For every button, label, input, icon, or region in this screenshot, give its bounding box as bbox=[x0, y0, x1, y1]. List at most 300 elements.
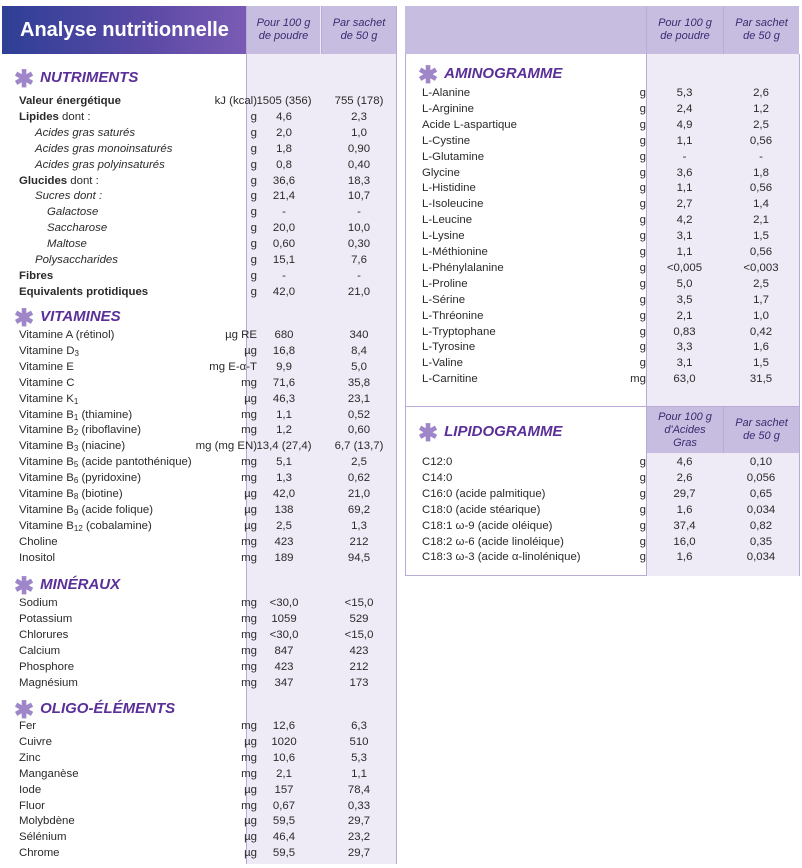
row-value-per-sachet: 0,56 bbox=[749, 182, 773, 195]
row-value-per100: 4,6 bbox=[676, 456, 693, 468]
oligo-elements-row bbox=[19, 829, 399, 845]
aminogramme-section-title bbox=[418, 62, 563, 89]
row-unit: g bbox=[639, 519, 646, 532]
row-unit: g bbox=[639, 341, 646, 354]
row-value-per100: 2,6 bbox=[676, 471, 693, 484]
title-bar bbox=[2, 6, 246, 54]
row-label-text: Vitamine D bbox=[19, 344, 75, 357]
row-value-per100: 42,0 bbox=[272, 285, 296, 298]
row-label-text: Vitamine B bbox=[19, 408, 74, 421]
row-value-per-sachet: 2,1 bbox=[753, 214, 769, 227]
row-label-text: Fluor bbox=[19, 799, 45, 812]
row-unit: mg bbox=[241, 660, 257, 673]
row-value-per100: 138 bbox=[274, 503, 294, 516]
row-label bbox=[422, 276, 468, 292]
row-value-per-sachet: 0,30 bbox=[347, 238, 371, 251]
row-label bbox=[47, 220, 107, 236]
row-label-text: Vitamine B bbox=[19, 503, 74, 516]
row-value-per-sachet: 6,7 (13,7) bbox=[334, 440, 384, 453]
row-label-text: C18:1 ω-9 (acide oléique) bbox=[422, 519, 553, 532]
row-label-text: Vitamine B bbox=[19, 440, 74, 453]
row-value-per100: 46,4 bbox=[272, 831, 296, 844]
row-value-per-sachet: 0,35 bbox=[749, 535, 773, 548]
row-label bbox=[19, 109, 91, 125]
row-value-per100: 1,6 bbox=[676, 503, 693, 516]
row-label-text: Potassium bbox=[19, 612, 73, 625]
mineraux-row bbox=[19, 627, 399, 643]
row-value-per100: 2,5 bbox=[276, 519, 292, 532]
row-unit: g bbox=[639, 166, 646, 179]
row-value-per100: 29,7 bbox=[673, 487, 696, 500]
row-label-text: L-Méthionine bbox=[422, 246, 488, 258]
row-label-text: Vitamine B bbox=[19, 456, 74, 469]
lipidogramme-row bbox=[422, 534, 800, 550]
lipidogramme-section-label: LIPIDOGRAMME bbox=[444, 423, 563, 440]
page-title: Analyse nutritionnelle bbox=[20, 18, 229, 41]
row-label bbox=[19, 422, 141, 438]
row-unit: g bbox=[250, 206, 257, 219]
row-value-per-sachet: 0,40 bbox=[347, 158, 371, 171]
row-value-per100: 1505 (356) bbox=[256, 95, 312, 107]
row-value-per100: 37,4 bbox=[673, 519, 696, 532]
vitamines-section-title bbox=[14, 305, 121, 332]
row-label bbox=[422, 165, 460, 181]
row-label-detail: (thiamine) bbox=[78, 408, 133, 421]
row-value-per-sachet: - bbox=[357, 269, 361, 282]
row-label bbox=[422, 454, 452, 470]
row-unit: g bbox=[250, 110, 257, 123]
row-label bbox=[19, 782, 41, 798]
aminogramme-row bbox=[422, 324, 800, 340]
row-value-per-sachet: 0,90 bbox=[347, 142, 371, 155]
aminogramme-row bbox=[422, 355, 800, 371]
mineraux-row bbox=[19, 643, 399, 659]
row-value-per100: 5,3 bbox=[676, 87, 693, 99]
row-label-suffix: dont : bbox=[67, 174, 99, 187]
aminogramme-row bbox=[422, 165, 800, 181]
row-value-per100: 59,5 bbox=[272, 847, 296, 860]
aminogramme-row bbox=[422, 276, 800, 292]
row-label-text: Valeur énergétique bbox=[19, 95, 121, 107]
row-unit: mg bbox=[241, 472, 257, 485]
row-label bbox=[19, 327, 114, 343]
row-label bbox=[35, 188, 102, 204]
row-value-per100: 1,2 bbox=[276, 424, 292, 437]
row-value-per100: 347 bbox=[274, 676, 294, 689]
row-unit: g bbox=[639, 134, 646, 147]
row-label-text: Lipides bbox=[19, 110, 59, 123]
row-unit: mg E-α-T bbox=[209, 360, 257, 373]
row-value-per100: 847 bbox=[274, 644, 294, 657]
row-value-per100: 16,0 bbox=[673, 535, 696, 548]
row-label bbox=[19, 534, 58, 550]
star-icon: ✱ bbox=[14, 573, 35, 600]
row-value-per100: 16,8 bbox=[272, 344, 296, 357]
row-unit: g bbox=[639, 182, 646, 195]
right-header-per-sachet: Par sachet de 50 g bbox=[723, 6, 799, 54]
row-value-per100: 1,1 bbox=[676, 246, 693, 258]
row-value-per100: 5,0 bbox=[676, 277, 693, 290]
lipido-header-per100: Pour 100 g d'Acides Gras bbox=[646, 407, 723, 453]
row-label-text: Iode bbox=[19, 783, 42, 796]
row-value-per100: 13,4 (27,4) bbox=[256, 440, 312, 453]
row-label-text: Sucres dont : bbox=[35, 190, 103, 203]
row-unit: mg bbox=[241, 751, 257, 764]
oligo-elements-row bbox=[19, 813, 399, 829]
row-value-per-sachet: 23,1 bbox=[347, 392, 371, 405]
row-label-text: Choline bbox=[19, 535, 58, 548]
row-unit: mg bbox=[241, 720, 257, 732]
aminogramme-row bbox=[422, 308, 800, 324]
row-unit: µg bbox=[244, 815, 257, 828]
row-value-per100: 12,6 bbox=[272, 720, 296, 732]
row-value-per100: 15,1 bbox=[272, 254, 296, 266]
row-unit: µg bbox=[244, 783, 257, 796]
row-value-per-sachet: 29,7 bbox=[347, 847, 371, 860]
row-value-per100: 423 bbox=[274, 660, 294, 673]
row-value-per100: 3,5 bbox=[676, 293, 693, 306]
row-label-text: L-Arginine bbox=[422, 102, 474, 115]
row-label bbox=[422, 486, 545, 502]
row-value-per100: 1,1 bbox=[676, 182, 693, 195]
row-label-text: C18:3 ω-3 (acide α-linolénique) bbox=[422, 551, 581, 564]
nutriments-section-label: NUTRIMENTS bbox=[40, 69, 139, 86]
row-label-text: Vitamine E bbox=[19, 360, 74, 373]
row-value-per100: 0,83 bbox=[673, 325, 696, 338]
row-label-text: L-Tyrosine bbox=[422, 341, 476, 354]
row-value-per-sachet: 1,0 bbox=[351, 126, 367, 139]
row-value-per100: 157 bbox=[274, 783, 294, 796]
row-label bbox=[19, 813, 75, 829]
row-unit: g bbox=[250, 190, 257, 203]
row-value-per-sachet: 173 bbox=[349, 676, 369, 689]
row-label-text: Cuivre bbox=[19, 735, 52, 748]
row-label bbox=[422, 117, 517, 133]
row-label bbox=[422, 518, 552, 534]
row-value-per-sachet: 0,10 bbox=[749, 456, 773, 468]
row-unit: g bbox=[250, 142, 257, 155]
row-value-per-sachet: 10,0 bbox=[347, 222, 371, 235]
row-unit: g bbox=[639, 102, 646, 115]
row-unit: mg bbox=[241, 676, 257, 689]
vitamines-row bbox=[19, 407, 399, 423]
row-value-per100: 63,0 bbox=[673, 373, 696, 386]
nutriments-row bbox=[19, 236, 399, 252]
row-unit: µg bbox=[244, 847, 257, 860]
row-value-per100: 3,1 bbox=[676, 230, 693, 243]
row-unit: g bbox=[250, 269, 257, 282]
row-label-detail: (riboflavine) bbox=[78, 424, 141, 437]
row-label-subscript: 1 bbox=[73, 396, 79, 406]
nutriments-row bbox=[19, 141, 399, 157]
lipido-header-per-sachet: Par sachet de 50 g bbox=[723, 407, 799, 453]
row-value-per100: 3,3 bbox=[676, 341, 693, 354]
aminogramme-row bbox=[422, 101, 800, 117]
row-value-per-sachet: 23,2 bbox=[347, 831, 371, 844]
nutriments-row bbox=[19, 204, 399, 220]
row-label bbox=[422, 549, 581, 565]
row-label bbox=[422, 85, 470, 101]
row-value-per-sachet: 21,0 bbox=[347, 488, 371, 500]
row-value-per100: 42,0 bbox=[272, 488, 296, 500]
row-value-per100: 21,4 bbox=[272, 190, 296, 203]
mineraux-section-label: MINÉRAUX bbox=[40, 576, 121, 593]
oligo-elements-section-label: OLIGO-ÉLÉMENTS bbox=[40, 700, 176, 717]
row-value-per-sachet: 1,4 bbox=[753, 198, 769, 211]
row-value-per-sachet: 755 (178) bbox=[334, 95, 384, 107]
row-label-text: C18:2 ω-6 (acide linoléique) bbox=[422, 535, 564, 548]
row-label bbox=[422, 324, 496, 340]
row-label bbox=[422, 180, 476, 196]
row-label-text: L-Lysine bbox=[422, 230, 465, 243]
vitamines-row bbox=[19, 550, 399, 566]
row-value-per-sachet: 1,3 bbox=[351, 519, 367, 532]
aminogramme-row bbox=[422, 149, 800, 165]
row-unit: mg bbox=[241, 767, 257, 780]
vitamines-row bbox=[19, 327, 399, 343]
nutriments-row bbox=[19, 125, 399, 141]
row-unit: g bbox=[639, 277, 646, 290]
aminogramme-row bbox=[422, 133, 800, 149]
row-label-detail: (acide folique) bbox=[78, 503, 154, 516]
row-label bbox=[19, 486, 123, 502]
nutriments-row bbox=[19, 188, 399, 204]
row-unit: µg bbox=[244, 831, 257, 844]
row-label-text: Vitamine C bbox=[19, 376, 75, 389]
row-value-per100: 3,6 bbox=[676, 166, 693, 179]
row-label-text: Acides gras polyinsaturés bbox=[35, 158, 165, 171]
row-unit: g bbox=[639, 118, 646, 131]
vitamines-row bbox=[19, 454, 399, 470]
row-unit: g bbox=[250, 222, 257, 235]
row-value-per-sachet: 212 bbox=[349, 660, 369, 673]
row-unit: g bbox=[639, 230, 646, 243]
row-label bbox=[19, 518, 152, 534]
row-label bbox=[422, 101, 474, 117]
row-label-text: Fibres bbox=[19, 269, 54, 282]
row-unit: g bbox=[250, 158, 257, 171]
aminogramme-row bbox=[422, 260, 800, 276]
row-value-per100: 59,5 bbox=[272, 815, 296, 828]
row-unit: g bbox=[639, 261, 646, 274]
row-label-text: L-Isoleucine bbox=[422, 198, 484, 211]
row-unit: g bbox=[250, 254, 257, 266]
row-label bbox=[19, 766, 79, 782]
row-value-per-sachet: 1,2 bbox=[753, 102, 769, 115]
row-value-per-sachet: 1,7 bbox=[753, 293, 769, 306]
row-label-text: L-Leucine bbox=[422, 214, 473, 227]
row-value-per-sachet: 1,6 bbox=[753, 341, 769, 354]
row-label bbox=[19, 627, 68, 643]
row-label-text: Vitamine B bbox=[19, 519, 74, 532]
row-label bbox=[422, 244, 488, 260]
row-label-text: Chrome bbox=[19, 847, 60, 860]
nutriments-row bbox=[19, 268, 399, 284]
row-label-subscript: 2 bbox=[73, 428, 79, 438]
aminogramme-row bbox=[422, 196, 800, 212]
row-label-text: C14:0 bbox=[422, 471, 453, 484]
row-label-detail: (niacine) bbox=[78, 440, 126, 453]
row-value-per-sachet: <15,0 bbox=[344, 597, 374, 609]
row-value-per-sachet: 423 bbox=[349, 644, 369, 657]
row-label-text: Phosphore bbox=[19, 660, 75, 673]
row-value-per100: - bbox=[282, 269, 286, 282]
row-label bbox=[19, 391, 78, 407]
row-value-per100: 71,6 bbox=[272, 376, 296, 389]
row-label-suffix: dont : bbox=[58, 110, 91, 123]
row-unit: mg bbox=[241, 535, 257, 548]
aminogramme-row bbox=[422, 228, 800, 244]
right-header-per100: Pour 100 g de poudre bbox=[646, 6, 723, 54]
row-value-per100: 680 bbox=[274, 329, 294, 341]
row-unit: µg RE bbox=[225, 329, 257, 341]
row-value-per-sachet: 29,7 bbox=[347, 815, 371, 828]
row-label bbox=[422, 502, 540, 518]
vitamines-row bbox=[19, 502, 399, 518]
row-unit: µg bbox=[244, 344, 257, 357]
row-label bbox=[422, 149, 484, 165]
row-value-per-sachet: 0,52 bbox=[347, 408, 371, 421]
oligo-elements-row bbox=[19, 845, 399, 861]
row-value-per100: <30,0 bbox=[269, 597, 299, 609]
row-label-subscript: 1 bbox=[73, 412, 79, 422]
row-label-text: C12:0 bbox=[422, 456, 453, 468]
row-value-per-sachet: 78,4 bbox=[347, 783, 371, 796]
nutriments-section-title bbox=[14, 66, 139, 93]
row-value-per-sachet: 1,1 bbox=[351, 767, 367, 780]
row-value-per-sachet: 94,5 bbox=[347, 551, 371, 564]
row-label bbox=[19, 829, 67, 845]
row-unit: mg bbox=[241, 628, 257, 641]
row-value-per-sachet: 510 bbox=[349, 735, 369, 748]
oligo-elements-section-title bbox=[14, 697, 176, 724]
row-unit: g bbox=[639, 293, 646, 306]
row-label-text: Acides gras saturés bbox=[35, 126, 136, 139]
star-icon: ✱ bbox=[14, 305, 35, 332]
row-value-per100: - bbox=[682, 150, 687, 163]
nutriments-row bbox=[19, 157, 399, 173]
oligo-elements-row bbox=[19, 718, 399, 734]
nutriments-row bbox=[19, 252, 399, 268]
row-label bbox=[422, 292, 465, 308]
row-label bbox=[19, 611, 72, 627]
row-unit: kJ (kcal) bbox=[214, 95, 257, 107]
row-value-per-sachet: 0,33 bbox=[347, 799, 371, 812]
row-unit: g bbox=[639, 198, 646, 211]
row-label-text: C16:0 (acide palmitique) bbox=[422, 487, 546, 500]
row-unit: g bbox=[639, 150, 646, 163]
row-label bbox=[422, 196, 483, 212]
row-unit: mg bbox=[241, 456, 257, 469]
row-value-per-sachet: 0,034 bbox=[746, 551, 776, 564]
row-label-text: Equivalents protidiques bbox=[19, 285, 149, 298]
row-label bbox=[19, 798, 45, 814]
header-per-sachet: Par sachet de 50 g bbox=[321, 6, 396, 54]
row-label bbox=[19, 343, 79, 359]
row-value-per-sachet: 212 bbox=[349, 535, 369, 548]
row-label bbox=[19, 550, 55, 566]
row-value-per-sachet: <0,003 bbox=[743, 261, 779, 274]
row-label-text: L-Carnitine bbox=[422, 373, 478, 386]
row-label bbox=[422, 371, 478, 387]
row-label-subscript: 6 bbox=[73, 476, 79, 486]
row-value-per100: 1,1 bbox=[276, 408, 292, 421]
row-label bbox=[19, 268, 53, 284]
row-label-text: Glucides bbox=[19, 174, 68, 187]
row-value-per100: 9,9 bbox=[276, 360, 292, 373]
row-label-text: Magnésium bbox=[19, 676, 78, 689]
row-label-subscript: 8 bbox=[73, 492, 79, 501]
aminogramme-row bbox=[422, 339, 800, 355]
nutriments-row bbox=[19, 220, 399, 236]
row-value-per100: 4,2 bbox=[676, 214, 693, 227]
row-label bbox=[19, 845, 60, 861]
row-label-text: Vitamine K bbox=[19, 392, 74, 405]
lipidogramme-row bbox=[422, 518, 800, 534]
star-icon: ✱ bbox=[14, 66, 35, 93]
row-value-per-sachet: 0,056 bbox=[746, 471, 776, 484]
row-value-per-sachet: 2,3 bbox=[351, 110, 367, 123]
row-value-per-sachet: 0,60 bbox=[347, 424, 371, 437]
row-label-text: L-Valine bbox=[422, 357, 463, 370]
row-label bbox=[19, 284, 148, 300]
row-label bbox=[422, 339, 475, 355]
vitamines-row bbox=[19, 359, 399, 375]
row-label-text: Saccharose bbox=[47, 222, 108, 235]
row-label bbox=[19, 659, 74, 675]
row-label bbox=[19, 359, 74, 375]
lipidogramme-row bbox=[422, 502, 800, 518]
row-value-per100: 1,6 bbox=[676, 551, 693, 564]
row-label-detail: (acide pantothénique) bbox=[78, 456, 192, 469]
row-value-per100: 2,0 bbox=[276, 126, 292, 139]
row-label-text: Vitamine B bbox=[19, 488, 74, 500]
vitamines-row bbox=[19, 486, 399, 502]
row-unit: g bbox=[250, 285, 257, 298]
oligo-elements-row bbox=[19, 798, 399, 814]
row-unit: g bbox=[639, 357, 646, 370]
row-label bbox=[422, 355, 463, 371]
row-label bbox=[422, 260, 504, 276]
row-unit: mg bbox=[241, 799, 257, 812]
header-per100: Pour 100 g de poudre bbox=[247, 6, 320, 54]
row-unit: mg bbox=[241, 612, 257, 625]
row-label-text: L-Tryptophane bbox=[422, 325, 496, 338]
row-label-detail: (biotine) bbox=[78, 488, 123, 500]
aminogramme-row bbox=[422, 212, 800, 228]
row-unit: mg bbox=[241, 424, 257, 437]
row-value-per100: 46,3 bbox=[272, 392, 296, 405]
row-label bbox=[422, 470, 452, 486]
aminogramme-row bbox=[422, 292, 800, 308]
row-unit: µg bbox=[244, 488, 257, 500]
mineraux-row bbox=[19, 675, 399, 691]
row-label-text: Zinc bbox=[19, 751, 41, 764]
row-value-per100: <0,005 bbox=[666, 261, 703, 274]
row-unit: µg bbox=[244, 503, 257, 516]
row-value-per100: 2,7 bbox=[676, 198, 693, 211]
row-value-per100: 3,1 bbox=[676, 357, 693, 370]
row-label bbox=[19, 173, 99, 189]
row-value-per-sachet: 529 bbox=[349, 612, 369, 625]
row-value-per100: 1,8 bbox=[276, 142, 292, 155]
row-label-text: L-Histidine bbox=[422, 182, 476, 195]
row-value-per100: 2,1 bbox=[276, 767, 292, 780]
vitamines-row bbox=[19, 343, 399, 359]
row-unit: g bbox=[639, 325, 646, 338]
row-value-per-sachet: 10,7 bbox=[347, 190, 371, 203]
lipidogramme-row bbox=[422, 549, 800, 565]
